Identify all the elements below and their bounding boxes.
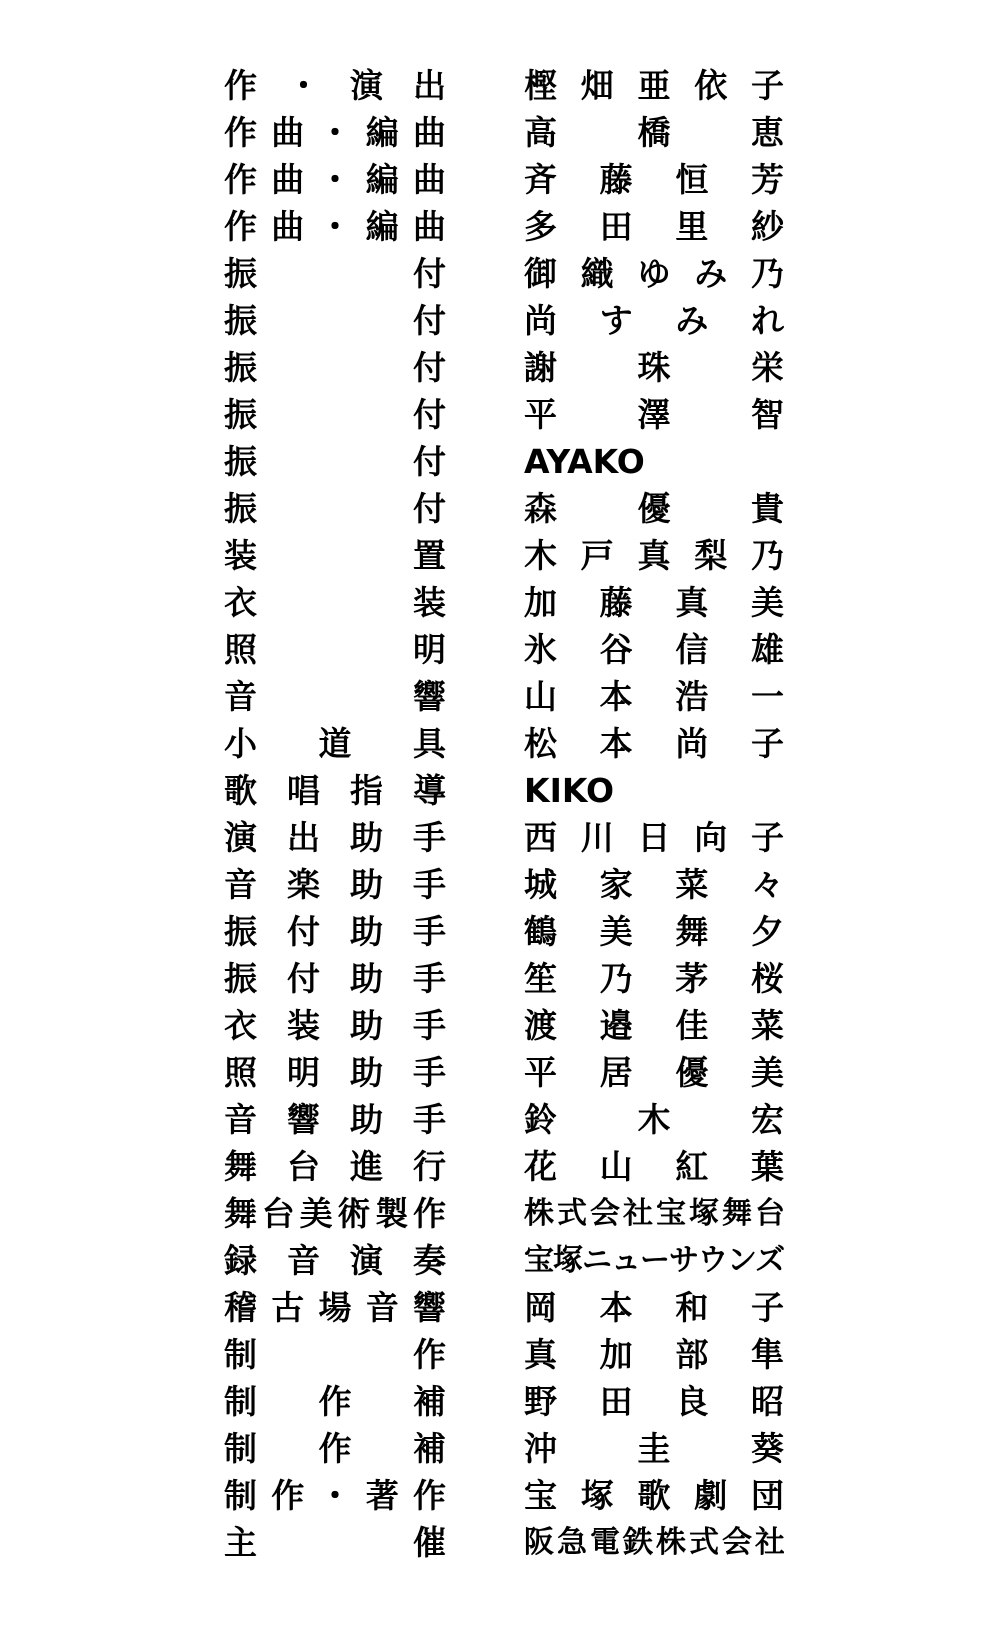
credit-role: 録音演奏	[224, 1241, 446, 1280]
credit-name: 加藤真美	[524, 583, 784, 622]
credit-row	[224, 1519, 784, 1566]
credit-name: 鈴木宏	[524, 1100, 784, 1139]
credit-role: 舞台進行	[224, 1147, 446, 1186]
credit-name: 平居優美	[524, 1053, 784, 1092]
credit-row	[224, 1237, 784, 1284]
credit-name: 宝塚歌劇団	[524, 1476, 784, 1515]
credit-role: 作曲・編曲	[224, 160, 446, 199]
credit-row	[224, 1002, 784, 1049]
credit-name: 樫畑亜依子	[524, 66, 784, 105]
credit-name: 謝珠栄	[524, 348, 784, 387]
credit-role: 振付助手	[224, 912, 446, 951]
credit-name: 花山紅葉	[524, 1147, 784, 1186]
credit-role: 作曲・編曲	[224, 207, 446, 246]
credit-name: 笙乃茅桜	[524, 959, 784, 998]
credit-name: 森優貴	[524, 489, 784, 528]
credit-role: 制作	[224, 1335, 446, 1374]
credit-row	[224, 1472, 784, 1519]
credits-list	[224, 62, 784, 1566]
credit-role: 衣装	[224, 583, 446, 622]
credit-name: 阪急電鉄株式会社	[524, 1525, 784, 1560]
credit-name: 多田里紗	[524, 207, 784, 246]
credit-row	[224, 203, 784, 250]
credit-role: 振付	[224, 254, 446, 293]
credit-role: 歌唱指導	[224, 771, 446, 810]
credit-role: 舞台美術製作	[224, 1194, 446, 1233]
credit-name: 松本尚子	[524, 724, 784, 763]
credit-role: 演出助手	[224, 818, 446, 857]
credit-role: 照明助手	[224, 1053, 446, 1092]
credit-role: 照明	[224, 630, 446, 669]
credit-row	[224, 391, 784, 438]
credit-name: AYAKO	[524, 442, 645, 481]
credit-row	[224, 673, 784, 720]
credit-role: 小道具	[224, 724, 446, 763]
credit-role: 稽古場音響	[224, 1288, 446, 1327]
credit-row	[224, 156, 784, 203]
credit-name: 沖圭葵	[524, 1429, 784, 1468]
credit-row	[224, 579, 784, 626]
credit-role: 作・演出	[224, 66, 446, 105]
credit-name: 高橋恵	[524, 113, 784, 152]
credit-row	[224, 1096, 784, 1143]
credit-role: 作曲・編曲	[224, 113, 446, 152]
credit-name: 斉藤恒芳	[524, 160, 784, 199]
credit-row	[224, 720, 784, 767]
credit-row	[224, 861, 784, 908]
credit-role: 制作補	[224, 1429, 446, 1468]
credit-name: 岡本和子	[524, 1288, 784, 1327]
credit-name: KIKO	[524, 771, 614, 810]
credit-name: 鶴美舞夕	[524, 912, 784, 951]
credit-row	[224, 62, 784, 109]
credit-name: 御織ゆみ乃	[524, 254, 784, 293]
credit-row	[224, 438, 784, 485]
credit-row	[224, 1049, 784, 1096]
credit-role: 音響助手	[224, 1100, 446, 1139]
credit-row	[224, 626, 784, 673]
credit-row	[224, 1284, 784, 1331]
credit-row	[224, 814, 784, 861]
credit-role: 主催	[224, 1523, 446, 1562]
credit-name: 氷谷信雄	[524, 630, 784, 669]
credit-row	[224, 109, 784, 156]
credit-role: 装置	[224, 536, 446, 575]
credit-row	[224, 344, 784, 391]
credit-name: 真加部隼	[524, 1335, 784, 1374]
credit-row	[224, 908, 784, 955]
credit-row	[224, 767, 784, 814]
credit-row	[224, 1425, 784, 1472]
credit-role: 振付	[224, 395, 446, 434]
credit-name: 株式会社宝塚舞台	[524, 1196, 784, 1231]
credit-row	[224, 955, 784, 1002]
credit-role: 振付	[224, 489, 446, 528]
credit-row	[224, 1331, 784, 1378]
credit-name: 城家菜々	[524, 865, 784, 904]
credit-name: 渡邉佳菜	[524, 1006, 784, 1045]
credit-name: 西川日向子	[524, 818, 784, 857]
credit-role: 振付	[224, 442, 446, 481]
credit-role: 振付	[224, 348, 446, 387]
credit-role: 衣装助手	[224, 1006, 446, 1045]
credit-row	[224, 297, 784, 344]
credit-name: 木戸真梨乃	[524, 536, 784, 575]
credit-role: 制作・著作	[224, 1476, 446, 1515]
credit-role: 音響	[224, 677, 446, 716]
credit-role: 音楽助手	[224, 865, 446, 904]
credit-row	[224, 1378, 784, 1425]
credit-name: 山本浩一	[524, 677, 784, 716]
credit-role: 制作補	[224, 1382, 446, 1421]
credit-role: 振付助手	[224, 959, 446, 998]
credit-name: 宝塚ニューサウンズ	[524, 1243, 784, 1278]
credit-name: 尚すみれ	[524, 301, 784, 340]
credit-row	[224, 485, 784, 532]
credit-role: 振付	[224, 301, 446, 340]
credit-name: 野田良昭	[524, 1382, 784, 1421]
credit-name: 平澤智	[524, 395, 784, 434]
credit-row	[224, 1190, 784, 1237]
credit-row	[224, 1143, 784, 1190]
credit-row	[224, 532, 784, 579]
credit-row	[224, 250, 784, 297]
